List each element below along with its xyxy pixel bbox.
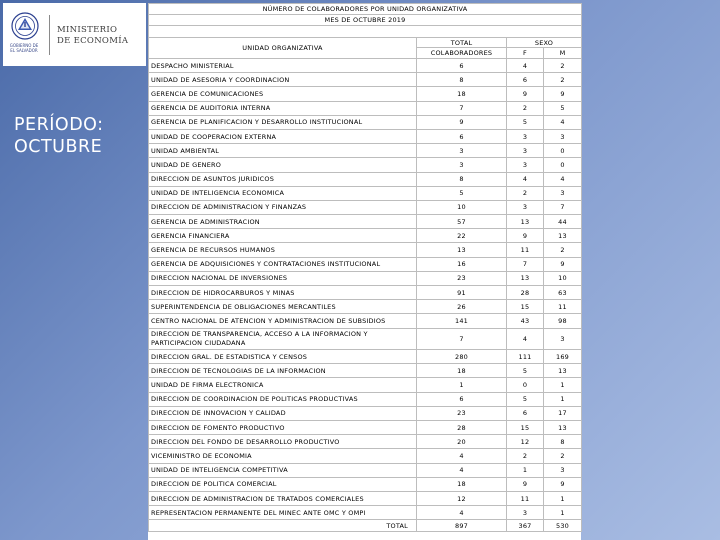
unit-cell: VICEMINISTRO DE ECONOMIA	[149, 449, 417, 463]
female-cell: 9	[507, 477, 544, 491]
unit-cell: DIRECCION DE HIDROCARBUROS Y MINAS	[149, 286, 417, 300]
total-cell: 9	[417, 115, 507, 129]
unit-cell: DIRECCION DE FOMENTO PRODUCTIVO	[149, 421, 417, 435]
male-cell: 4	[544, 115, 582, 129]
grand-total-cell: 897	[417, 520, 507, 532]
unit-cell: DIRECCION DE POLITICA COMERCIAL	[149, 477, 417, 491]
male-cell: 9	[544, 477, 582, 491]
male-cell: 2	[544, 449, 582, 463]
total-cell: 7	[417, 328, 507, 350]
total-cell: 91	[417, 286, 507, 300]
total-cell: 26	[417, 300, 507, 314]
female-cell: 3	[507, 129, 544, 143]
female-cell: 4	[507, 59, 544, 73]
header-m: M	[544, 48, 582, 59]
female-cell: 43	[507, 314, 544, 328]
table-row	[149, 257, 582, 271]
female-cell: 5	[507, 364, 544, 378]
table-row	[149, 215, 582, 229]
female-total-cell: 367	[507, 520, 544, 532]
total-cell: 6	[417, 392, 507, 406]
report-title: NÚMERO DE COLABORADORES POR UNIDAD ORGANIZATIVA	[149, 4, 582, 15]
female-cell: 12	[507, 435, 544, 449]
female-cell: 3	[507, 506, 544, 520]
header-total-line-2: COLABORADORES	[417, 48, 507, 59]
unit-cell: UNIDAD DE ASESORIA Y COORDINACION	[149, 73, 417, 87]
unit-cell: GERENCIA DE COMUNICACIONES	[149, 87, 417, 101]
female-cell: 3	[507, 144, 544, 158]
header-sexo: SEXO	[507, 38, 582, 48]
total-cell: 6	[417, 129, 507, 143]
female-cell: 9	[507, 229, 544, 243]
totals-row	[149, 520, 582, 532]
female-cell: 5	[507, 115, 544, 129]
table-row	[149, 506, 582, 520]
unit-cell: GERENCIA FINANCIERA	[149, 229, 417, 243]
female-cell: 5	[507, 392, 544, 406]
table-row	[149, 449, 582, 463]
male-cell: 5	[544, 101, 582, 115]
total-cell: 12	[417, 491, 507, 505]
male-cell: 63	[544, 286, 582, 300]
unit-cell: DIRECCION NACIONAL DE INVERSIONES	[149, 271, 417, 285]
table-row	[149, 328, 582, 350]
total-cell: 10	[417, 200, 507, 214]
total-cell: 22	[417, 229, 507, 243]
male-cell: 169	[544, 350, 582, 364]
unit-cell: DIRECCION DE ADMINISTRACION DE TRATADOS COMERCIALES	[149, 491, 417, 505]
total-cell: 3	[417, 158, 507, 172]
unit-cell: GERENCIA DE AUDITORIA INTERNA	[149, 101, 417, 115]
unit-cell: UNIDAD DE INTELIGENCIA COMPETITIVA	[149, 463, 417, 477]
male-cell: 3	[544, 129, 582, 143]
table-row	[149, 406, 582, 420]
total-cell: 8	[417, 73, 507, 87]
total-cell: 28	[417, 421, 507, 435]
female-cell: 111	[507, 350, 544, 364]
total-cell: 18	[417, 87, 507, 101]
table-row	[149, 350, 582, 364]
male-cell: 1	[544, 491, 582, 505]
total-cell: 16	[417, 257, 507, 271]
table-row	[149, 158, 582, 172]
unit-cell: UNIDAD DE COOPERACION EXTERNA	[149, 129, 417, 143]
ministry-line-2: DE ECONOMÍA	[57, 36, 129, 46]
male-cell: 1	[544, 392, 582, 406]
total-cell: 23	[417, 271, 507, 285]
male-cell: 3	[544, 328, 582, 350]
unit-cell: SUPERINTENDENCIA DE OBLIGACIONES MERCANTILES	[149, 300, 417, 314]
female-cell: 11	[507, 243, 544, 257]
male-cell: 7	[544, 200, 582, 214]
unit-cell: GERENCIA DE ADQUISICIONES Y CONTRATACIONES INSTITUCIONAL	[149, 257, 417, 271]
table-row	[149, 286, 582, 300]
unit-cell: DIRECCION GRAL. DE ESTADISTICA Y CENSOS	[149, 350, 417, 364]
male-cell: 2	[544, 243, 582, 257]
male-cell: 2	[544, 73, 582, 87]
ministry-name	[57, 25, 128, 47]
female-cell: 2	[507, 186, 544, 200]
table-row	[149, 87, 582, 101]
total-cell: 4	[417, 463, 507, 477]
unit-cell: UNIDAD AMBIENTAL	[149, 144, 417, 158]
female-cell: 1	[507, 463, 544, 477]
table-row	[149, 59, 582, 73]
table-row	[149, 243, 582, 257]
total-cell: 23	[417, 406, 507, 420]
subtitle-row	[149, 15, 582, 26]
table-row	[149, 144, 582, 158]
logo-divider	[49, 15, 50, 55]
table-row	[149, 435, 582, 449]
period-line-1: PERÍODO:	[14, 115, 104, 135]
female-cell: 4	[507, 328, 544, 350]
male-cell: 98	[544, 314, 582, 328]
collaborators-table	[148, 3, 582, 532]
total-cell: 13	[417, 243, 507, 257]
female-cell: 0	[507, 378, 544, 392]
total-cell: 1	[417, 378, 507, 392]
total-cell: 57	[417, 215, 507, 229]
table-row	[149, 421, 582, 435]
table-row	[149, 200, 582, 214]
unit-cell: CENTRO NACIONAL DE ATENCION Y ADMINISTRACION DE SUBSIDIOS	[149, 314, 417, 328]
male-cell: 13	[544, 229, 582, 243]
report-sheet	[148, 3, 581, 540]
male-cell: 1	[544, 506, 582, 520]
male-cell: 2	[544, 59, 582, 73]
male-cell: 10	[544, 271, 582, 285]
spacer-cell	[149, 26, 582, 38]
female-cell: 2	[507, 101, 544, 115]
total-cell: 18	[417, 477, 507, 491]
female-cell: 7	[507, 257, 544, 271]
female-cell: 11	[507, 491, 544, 505]
ministry-line-1: MINISTERIO	[57, 25, 118, 35]
table-row	[149, 172, 582, 186]
male-cell: 3	[544, 463, 582, 477]
female-cell: 13	[507, 215, 544, 229]
unit-cell: UNIDAD DE INTELIGENCIA ECONOMICA	[149, 186, 417, 200]
male-cell: 44	[544, 215, 582, 229]
header-total-line-1: TOTAL	[417, 38, 507, 48]
header-f: F	[507, 48, 544, 59]
female-cell: 3	[507, 200, 544, 214]
total-cell: 20	[417, 435, 507, 449]
seal-caption: GOBIERNO DE EL SALVADOR	[9, 43, 39, 53]
logo-panel	[3, 3, 146, 66]
table-row	[149, 463, 582, 477]
unit-cell: DIRECCION DEL FONDO DE DESARROLLO PRODUCTIVO	[149, 435, 417, 449]
spacer-row	[149, 26, 582, 38]
total-cell: 4	[417, 506, 507, 520]
total-cell: 8	[417, 172, 507, 186]
table-row	[149, 378, 582, 392]
period-line-2: OCTUBRE	[14, 137, 103, 157]
unit-cell: DIRECCION DE ADMINISTRACION Y FINANZAS	[149, 200, 417, 214]
unit-cell: GERENCIA DE ADMINISTRACION	[149, 215, 417, 229]
female-cell: 4	[507, 172, 544, 186]
male-cell: 3	[544, 186, 582, 200]
male-cell: 11	[544, 300, 582, 314]
female-cell: 2	[507, 449, 544, 463]
total-cell: 5	[417, 186, 507, 200]
male-cell: 17	[544, 406, 582, 420]
totals-label: TOTAL	[149, 520, 417, 532]
table-row	[149, 364, 582, 378]
male-cell: 4	[544, 172, 582, 186]
unit-cell: DIRECCION DE ASUNTOS JURIDICOS	[149, 172, 417, 186]
table-row	[149, 271, 582, 285]
table-row	[149, 115, 582, 129]
unit-cell: REPRESENTACION PERMANENTE DEL MINEC ANTE OMC Y OMPI	[149, 506, 417, 520]
male-total-cell: 530	[544, 520, 582, 532]
male-cell: 13	[544, 421, 582, 435]
female-cell: 15	[507, 300, 544, 314]
table-row	[149, 229, 582, 243]
table-row	[149, 129, 582, 143]
female-cell: 6	[507, 73, 544, 87]
male-cell: 0	[544, 144, 582, 158]
total-cell: 6	[417, 59, 507, 73]
total-cell: 3	[417, 144, 507, 158]
table-row	[149, 300, 582, 314]
table-row	[149, 477, 582, 491]
header-row-1	[149, 38, 582, 48]
total-cell: 141	[417, 314, 507, 328]
total-cell: 7	[417, 101, 507, 115]
report-subtitle: MES DE OCTUBRE 2019	[149, 15, 582, 26]
unit-cell: GERENCIA DE PLANIFICACION Y DESARROLLO INSTITUCIONAL	[149, 115, 417, 129]
male-cell: 1	[544, 378, 582, 392]
female-cell: 9	[507, 87, 544, 101]
table-row	[149, 73, 582, 87]
table-row	[149, 491, 582, 505]
male-cell: 13	[544, 364, 582, 378]
female-cell: 6	[507, 406, 544, 420]
male-cell: 8	[544, 435, 582, 449]
male-cell: 9	[544, 87, 582, 101]
table-row	[149, 101, 582, 115]
table-row	[149, 186, 582, 200]
female-cell: 3	[507, 158, 544, 172]
table-row	[149, 392, 582, 406]
unit-cell: DESPACHO MINISTERIAL	[149, 59, 417, 73]
unit-cell: UNIDAD DE GENERO	[149, 158, 417, 172]
unit-cell: DIRECCION DE INNOVACION Y CALIDAD	[149, 406, 417, 420]
male-cell: 9	[544, 257, 582, 271]
period-label	[14, 114, 124, 158]
total-cell: 4	[417, 449, 507, 463]
unit-cell: DIRECCION DE COORDINACION DE POLITICAS PRODUCTIVAS	[149, 392, 417, 406]
total-cell: 18	[417, 364, 507, 378]
unit-cell: DIRECCION DE TRANSPARENCIA, ACCESO A LA INFORMACION Y PARTICIPACION CIUDADANA	[149, 328, 417, 350]
female-cell: 28	[507, 286, 544, 300]
total-cell: 280	[417, 350, 507, 364]
header-unit: UNIDAD ORGANIZATIVA	[149, 38, 417, 59]
male-cell: 0	[544, 158, 582, 172]
table-row	[149, 314, 582, 328]
unit-cell: GERENCIA DE RECURSOS HUMANOS	[149, 243, 417, 257]
female-cell: 13	[507, 271, 544, 285]
title-row	[149, 4, 582, 15]
unit-cell: UNIDAD DE FIRMA ELECTRONICA	[149, 378, 417, 392]
female-cell: 15	[507, 421, 544, 435]
unit-cell: DIRECCION DE TECNOLOGIAS DE LA INFORMACION	[149, 364, 417, 378]
